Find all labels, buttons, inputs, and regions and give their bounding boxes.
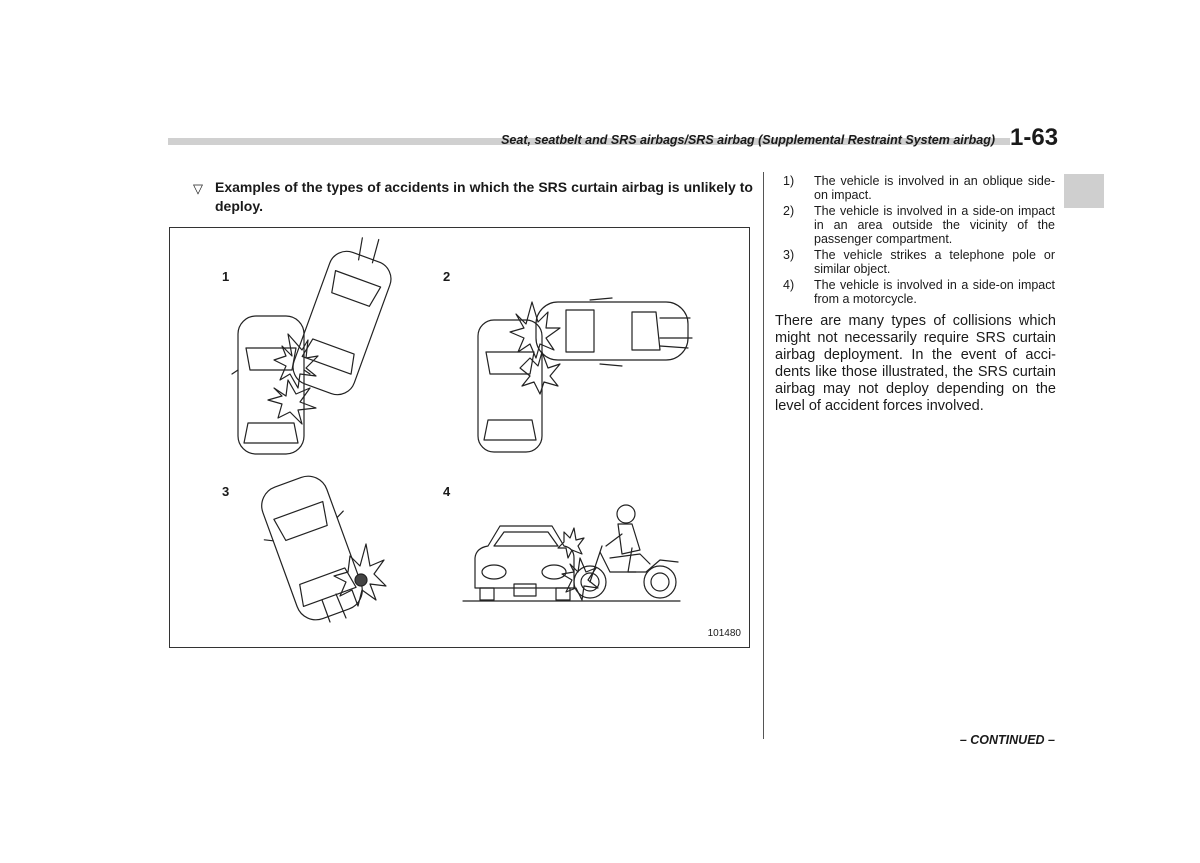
body-paragraph: There are many types of collisions which might not necessarily require SRS curtain airbag deployment. In the event of acci-dents like those illustrated, the SRS curtain airbag may not deploy depending on the level of accident forces involved. — [775, 313, 1056, 414]
column-divider — [763, 172, 764, 739]
running-header-title: Seat, seatbelt and SRS airbags/SRS airbag (Supplemental Restraint System airbag) — [501, 133, 995, 147]
chapter-tab — [1064, 174, 1104, 208]
case-list — [783, 174, 1055, 308]
car-2b-icon — [536, 302, 692, 360]
scene-4-motorcycle-impact — [463, 505, 680, 601]
impact-burst-icon — [510, 302, 560, 358]
car-3-icon — [249, 468, 376, 628]
section-heading — [193, 178, 753, 216]
figure-label-3: 3 — [222, 484, 230, 499]
impact-burst-icon — [520, 352, 560, 394]
page-number: 1-63 — [1010, 124, 1059, 151]
motorcycle-icon — [574, 546, 678, 598]
list-item: 4) The vehicle is involved in a side-on impact from a motorcycle. — [783, 278, 1055, 306]
list-item: 2) The vehicle is involved in a side-on impact in an area outside the vicinity of the passenger compartment. — [783, 204, 1055, 246]
accident-drawings — [170, 228, 749, 647]
section-heading-text: Examples of the types of accidents in which the SRS curtain airbag is unlikely to deploy. — [215, 179, 753, 214]
accident-illustration — [169, 227, 750, 648]
continued-footer: – CONTINUED – — [959, 733, 1055, 747]
list-item: 3) The vehicle strikes a telephone pole or similar object. — [783, 248, 1055, 276]
scene-3-pole-impact — [249, 468, 386, 628]
car-2a-icon — [478, 320, 542, 452]
figure-label-4: 4 — [443, 484, 451, 499]
impact-burst-icon — [268, 380, 316, 424]
car-1b-icon — [288, 228, 403, 400]
figure-label-2: 2 — [443, 269, 451, 284]
rider-icon — [606, 505, 640, 572]
impact-burst-icon — [562, 558, 598, 600]
scene-2-side-impact — [478, 298, 692, 452]
figure-id: 101480 — [707, 628, 741, 639]
figure-label-1: 1 — [222, 269, 230, 284]
car-4-front-icon — [475, 526, 574, 600]
scene-1-oblique-impact — [232, 228, 403, 454]
telephone-pole-icon — [355, 574, 367, 586]
list-item: 1) The vehicle is involved in an oblique side-on impact. — [783, 174, 1055, 202]
triangle-marker-icon: ▽ — [193, 181, 203, 196]
